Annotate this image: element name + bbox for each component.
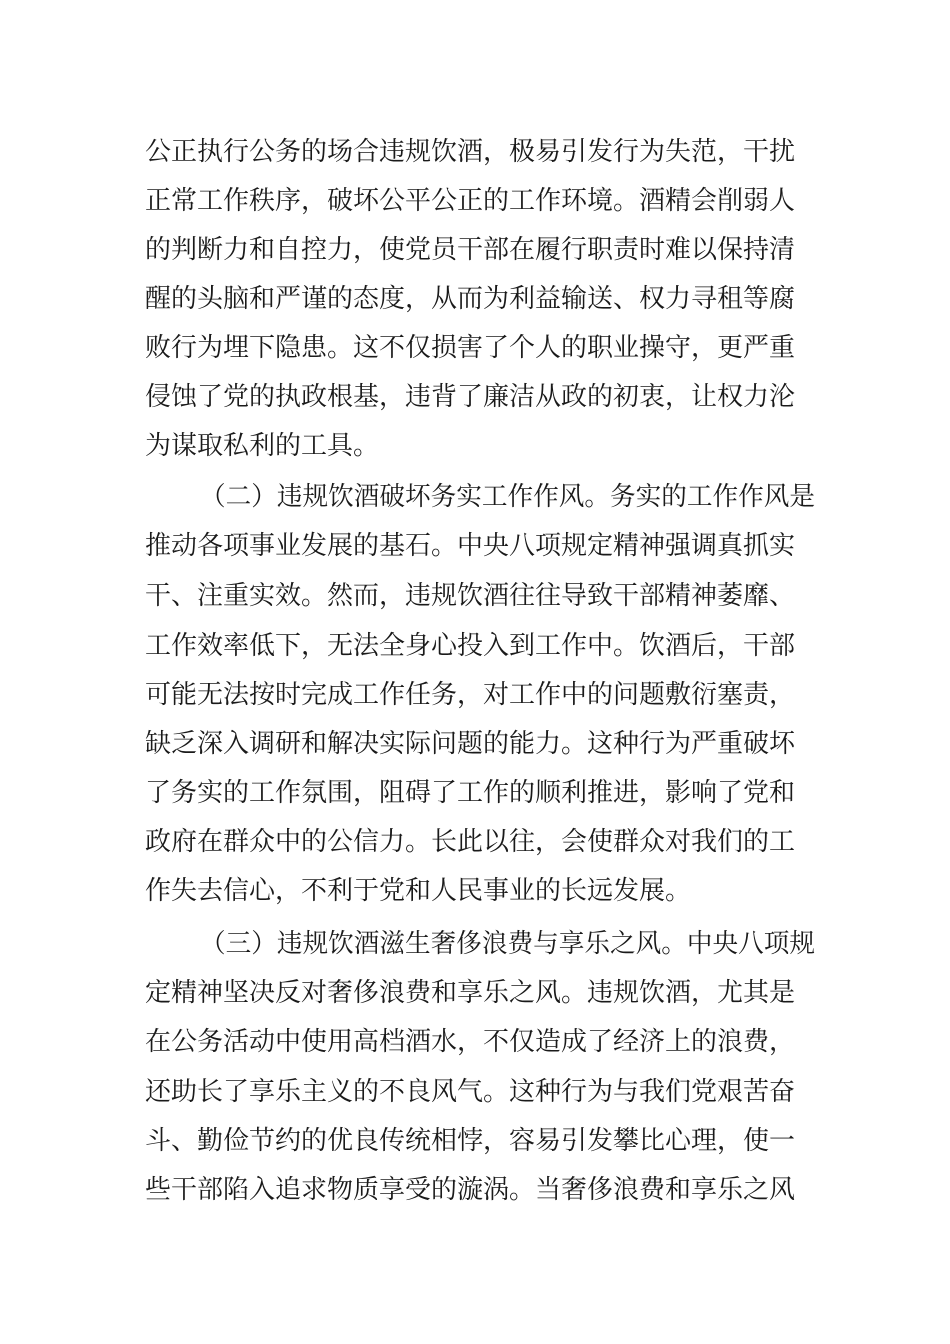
text-line: 推动各项事业发展的基石。中央八项规定精神强调真抓实 (145, 531, 796, 561)
text-line: 斗、勤俭节约的优良传统相悖，容易引发攀比心理，使一 (145, 1126, 796, 1156)
paragraph-first-line: （三）违规饮酒滋生奢侈浪费与享乐之风。中央八项规 (200, 929, 816, 959)
text-line: 些干部陷入追求物质享受的漩涡。当奢侈浪费和享乐之风 (145, 1175, 796, 1205)
text-line: 的判断力和自控力，使党员干部在履行职责时难以保持清 (145, 235, 796, 265)
text-line: 败行为埋下隐患。这不仅损害了个人的职业操守，更严重 (145, 333, 796, 363)
text-line: 侵蚀了党的执政根基，违背了廉洁从政的初衷，让权力沦 (145, 382, 796, 412)
text-line: 了务实的工作氛围，阻碍了工作的顺利推进，影响了党和 (145, 778, 796, 808)
text-line: 干、注重实效。然而，违规饮酒往往导致干部精神萎靡、 (145, 581, 796, 611)
text-line: 作失去信心，不利于党和人民事业的长远发展。 (145, 876, 692, 906)
text-line: 在公务活动中使用高档酒水，不仅造成了经济上的浪费， (145, 1027, 796, 1057)
text-line: 工作效率低下，无法全身心投入到工作中。饮酒后，干部 (145, 631, 796, 661)
text-line: 公正执行公务的场合违规饮酒，极易引发行为失范，干扰 (145, 137, 796, 167)
text-line: 定精神坚决反对奢侈浪费和享乐之风。违规饮酒，尤其是 (145, 978, 796, 1008)
text-line: 为谋取私利的工具。 (145, 431, 380, 461)
text-line: 可能无法按时完成工作任务，对工作中的问题敷衍塞责， (145, 680, 796, 710)
text-line: 正常工作秩序，破坏公平公正的工作环境。酒精会削弱人 (145, 186, 796, 216)
paragraph-first-line: （二）违规饮酒破坏务实工作作风。务实的工作作风是 (200, 482, 816, 512)
text-line: 政府在群众中的公信力。长此以往，会使群众对我们的工 (145, 827, 796, 857)
text-line: 醒的头脑和严谨的态度，从而为利益输送、权力寻租等腐 (145, 284, 796, 314)
text-line: 缺乏深入调研和解决实际问题的能力。这种行为严重破坏 (145, 729, 796, 759)
text-line: 还助长了享乐主义的不良风气。这种行为与我们党艰苦奋 (145, 1077, 796, 1107)
